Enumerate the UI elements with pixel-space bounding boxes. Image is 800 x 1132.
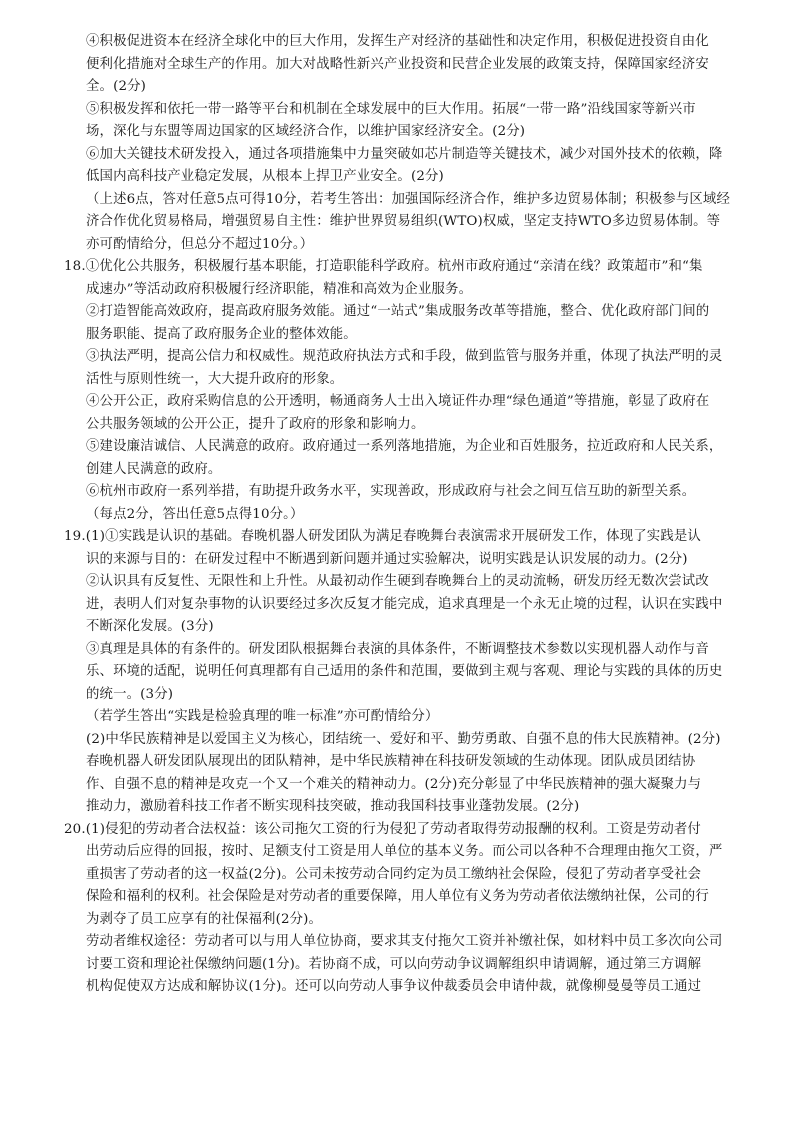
text-line: (2)中华民族精神是以爱国主义为核心，团结统一、爱好和平、勤劳勇敢、自强不息的伟大民族精神。(2分) (86, 731, 721, 747)
text-line: 济合作优化贸易格局，增强贸易自主性：维护世界贸易组织(WTO)权威，坚定支持WTO多边贸易体制。等 (86, 214, 721, 229)
text-line: ②打造智能高效政府，提高政府服务效能。通过“一站式”集成服务改革等措施，整合、优化政府部门间的 (86, 304, 710, 319)
text-line: ②认识具有反复性、无限性和上升性。从最初动作生硬到春晚舞台上的灵动流畅，研发历经无数次尝试改 (86, 574, 709, 589)
text-line: ⑤积极发挥和依托一带一路等平台和机制在全球发展中的巨大作用。拓展“一带一路”沿线国家等新兴市 (86, 101, 696, 117)
text-line: ⑥杭州市政府一系列举措，有助提升政务水平，实现善政，形成政府与社会之间互信互助的新型关系。 (86, 484, 696, 499)
text-line: 推动力，激励着科技工作者不断实现科技突破，推动我国科技事业蓬勃发展。(2分) (86, 799, 580, 814)
text-line: （若学生答出“实践是检验真理的唯一标准”亦可酌情给分） (86, 709, 439, 724)
text-line: 便利化措施对全球生产的作用。加大对战略性新兴产业投资和民营企业发展的政策支持，保障国家经济安 (86, 56, 709, 72)
text-line: 服务职能、提高了政府服务企业的整体效能。 (86, 326, 357, 342)
text-line: 创建人民满意的政府。 (86, 461, 222, 477)
text-line: 为剥夺了员工应享有的社保福利(2分)。 (86, 911, 323, 927)
text-line: 亦可酌情给分，但总分不超过10分。） (86, 236, 314, 252)
text-line: 的统一。(3分) (86, 686, 174, 702)
text-line: 春晚机器人研发团队展现出的团队精神，是中华民族精神在科技研发领域的生动体现。团队成员团结协 (86, 754, 696, 769)
text-line: 全。(2分) (86, 79, 147, 94)
text-line: 公共服务领域的公开公正，提升了政府的形象和影响力。 (86, 416, 425, 432)
text-line: 19.(1)①实践是认识的基础。春晚机器人研发团队为满足春晚舞台表演需求开展研发工作，体现了实践是认 (64, 529, 701, 544)
text-line: 活性与原则性统一，大大提升政府的形象。 (86, 371, 344, 387)
text-line: 出劳动后应得的回报，按时、足额支付工资是用人单位的基本义务。而公司以各种不合理理由拖欠工资，严 (86, 844, 723, 859)
text-line: ④公开公正，政府采购信息的公开透明，畅通商务人士出入境证件办理“绿色通道”等措施，彰显了政府在 (86, 394, 710, 409)
text-line: 识的来源与目的：在研发过程中不断遇到新问题并通过实验解决，说明实践是认识发展的动力。(2分) (86, 551, 688, 567)
text-line: ⑤建设廉洁诚信、人民满意的政府。政府通过一系列落地措施，为企业和百姓服务，拉近政府和人民关系， (86, 439, 723, 454)
text-line: 成速办”等活动政府积极履行经济职能，精准和高效为企业服务。 (86, 281, 473, 297)
text-line: 低国内高科技产业稳定发展，从根本上捍卫产业安全。(2分) (86, 169, 444, 184)
text-line: ④积极促进资本在经济全球化中的巨大作用，发挥生产对经济的基础性和决定作用，积极促进投资自由化 (86, 34, 709, 49)
text-line: 不断深化发展。(3分) (86, 619, 214, 634)
text-line: 20.(1)侵犯的劳动者合法权益：该公司拖欠工资的行为侵犯了劳动者取得劳动报酬的权利。工资是劳动者付 (64, 821, 701, 837)
text-line: 重损害了劳动者的这一权益(2分)。公司未按劳动合同约定为员工缴纳社会保险，侵犯了劳动者享受社会 (86, 866, 702, 882)
text-line: 场，深化与东盟等周边国家的区域经济合作，以维护国家经济安全。(2分) (86, 124, 526, 139)
text-line: 作、自强不息的精神是攻克一个又一个难关的精神动力。(2分)充分彰显了中华民族精神的强大凝聚力与 (86, 776, 702, 792)
text-line: （每点2分，答出任意5点得10分。） (86, 506, 304, 522)
text-line: 保险和福利的权利。社会保险是对劳动者的重要保障，用人单位有义务为劳动者依法缴纳社保，公司的行 (86, 889, 709, 904)
text-line: 讨要工资和理论社保缴纳问题(1分)。若协商不成，可以向劳动争议调解组织申请调解，通过第三方调解 (86, 956, 702, 972)
text-line: ⑥加大关键技术研发投入，通过各项措施集中力量突破如芯片制造等关键技术，减少对国外技术的依赖，降 (86, 146, 723, 162)
answer-document (64, 31, 742, 999)
text-line: 乐、环境的适配，说明任何真理都有自己适用的条件和范围，要做到主观与客观、理论与实践的具体的历史 (86, 664, 723, 679)
text-line: ③执法严明，提高公信力和权威性。规范政府执法方式和手段，做到监管与服务并重，体现了执法严明的灵 (86, 349, 723, 364)
text-line: 劳动者维权途径：劳动者可以与用人单位协商，要求其支付拖欠工资并补缴社保，如材料中员工多次向公司 (86, 934, 723, 949)
text-line: 进，表明人们对复杂事物的认识要经过多次反复才能完成，追求真理是一个永无止境的过程，认识在实践中 (86, 596, 723, 612)
text-line: （上述6点，答对任意5点可得10分，若考生答出：加强国际经济合作，维护多边贸易体制；积极参与区域经 (86, 191, 731, 207)
text-line: 18.①优化公共服务，积极履行基本职能，打造职能科学政府。杭州市政府通过“亲清在线？政策超市”和“集 (64, 259, 703, 274)
text-line: ③真理是具体的有条件的。研发团队根据舞台表演的具体条件，不断调整技术参数以实现机器人动作与音 (86, 641, 709, 657)
text-line: 机构促使双方达成和解协议(1分)。还可以向劳动人事争议仲裁委员会申请仲裁，就像柳曼曼等员工通过 (86, 979, 702, 994)
